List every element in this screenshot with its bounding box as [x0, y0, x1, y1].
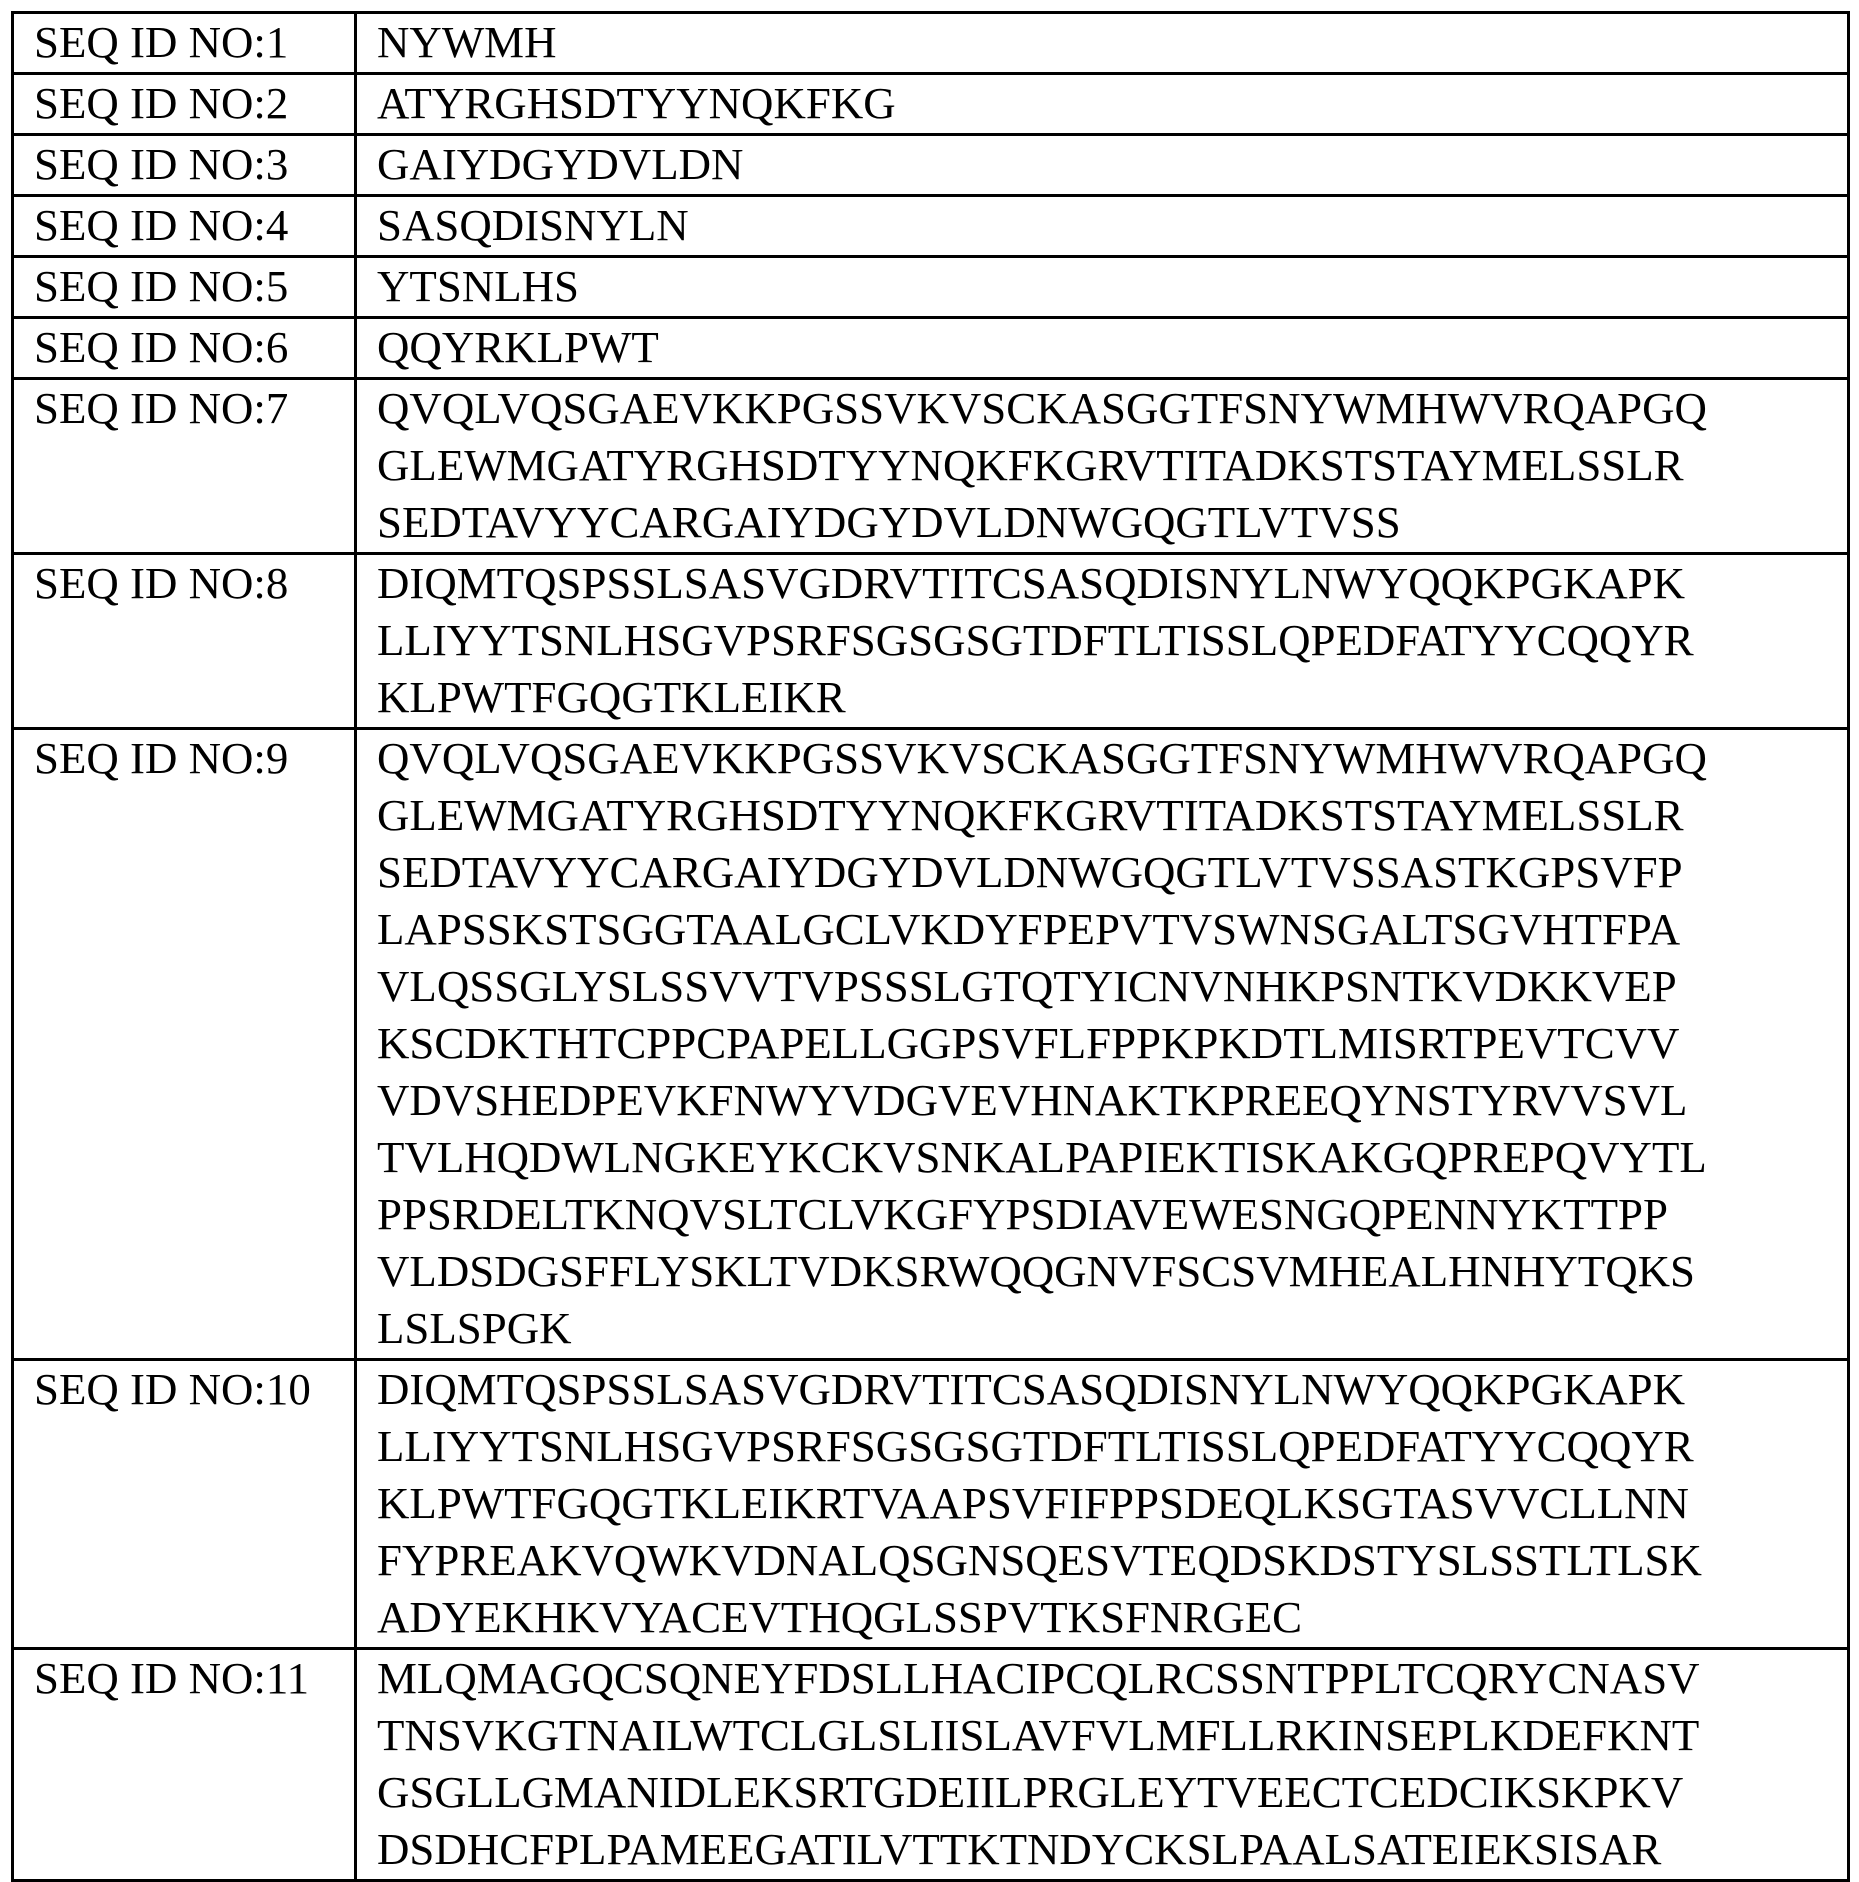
seq-id-label: SEQ ID NO:1 — [34, 14, 360, 71]
sequence-line: GSGLLGMANIDLEKSRTGDEIILPRGLEYTVEECTCEDCIKSKPKV — [377, 1764, 1859, 1821]
sequence-line: TNSVKGTNAILWTCLGLSLIISLAVFVLMFLLRKINSEPLKDEFKNT — [377, 1707, 1859, 1764]
seq-id-label: SEQ ID NO:4 — [34, 197, 360, 254]
sequence-line: QVQLVQSGAEVKKPGSSVKVSCKASGGTFSNYWMHWVRQAPGQ — [377, 730, 1859, 787]
sequence-cell — [356, 135, 1849, 196]
seq-id-label: SEQ ID NO:10 — [34, 1361, 360, 1418]
seq-id-label: SEQ ID NO:8 — [34, 555, 360, 612]
sequence-table-body — [13, 13, 1849, 1881]
seq-id-cell — [13, 196, 356, 257]
seq-id-label: SEQ ID NO:7 — [34, 380, 360, 437]
sequence-cell — [356, 729, 1849, 1360]
seq-id-label: SEQ ID NO:11 — [34, 1650, 360, 1707]
sequence-row — [13, 74, 1849, 135]
sequence-line: KSCDKTHTCPPCPAPELLGGPSVFLFPPKPKDTLMISRTPEVTCVV — [377, 1015, 1859, 1072]
sequence-line: ATYRGHSDTYYNQKFKG — [377, 75, 1859, 132]
sequence-row — [13, 318, 1849, 379]
sequence-line: LAPSSKSTSGGTAALGCLVKDYFPEPVTVSWNSGALTSGVHTFPA — [377, 901, 1859, 958]
sequence-row — [13, 196, 1849, 257]
seq-id-cell — [13, 74, 356, 135]
seq-id-label: SEQ ID NO:3 — [34, 136, 360, 193]
seq-id-label: SEQ ID NO:9 — [34, 730, 360, 787]
seq-id-cell — [13, 257, 356, 318]
sequence-line: QVQLVQSGAEVKKPGSSVKVSCKASGGTFSNYWMHWVRQAPGQ — [377, 380, 1859, 437]
sequence-line: GAIYDGYDVLDN — [377, 136, 1859, 193]
sequence-row — [13, 1649, 1849, 1881]
seq-id-cell — [13, 1649, 356, 1881]
sequence-line: MLQMAGQCSQNEYFDSLLHACIPCQLRCSSNTPPLTCQRYCNASV — [377, 1650, 1859, 1707]
sequence-line: SEDTAVYYCARGAIYDGYDVLDNWGQGTLVTVSS — [377, 494, 1859, 551]
sequence-row — [13, 13, 1849, 74]
sequence-line: VLDSDGSFFLYSKLTVDKSRWQQGNVFSCSVMHEALHNHYTQKS — [377, 1243, 1859, 1300]
sequence-cell — [356, 257, 1849, 318]
sequence-line: PPSRDELTKNQVSLTCLVKGFYPSDIAVEWESNGQPENNYKTTPP — [377, 1186, 1859, 1243]
sequence-line: VLQSSGLYSLSSVVTVPSSSLGTQTYICNVNHKPSNTKVDKKVEP — [377, 958, 1859, 1015]
sequence-line: FYPREAKVQWKVDNALQSGNSQESVTEQDSKDSTYSLSSTLTLSK — [377, 1532, 1859, 1589]
sequence-cell — [356, 13, 1849, 74]
seq-id-label: SEQ ID NO:6 — [34, 319, 360, 376]
sequence-line: DSDHCFPLPAMEEGATILVTTKTNDYCKSLPAALSATEIEKSISAR — [377, 1821, 1859, 1878]
seq-id-cell — [13, 13, 356, 74]
sequence-line: TVLHQDWLNGKEYKCKVSNKALPAPIEKTISKAKGQPREPQVYTL — [377, 1129, 1859, 1186]
sequence-cell — [356, 379, 1849, 554]
seq-id-label: SEQ ID NO:5 — [34, 258, 360, 315]
sequence-line: GLEWMGATYRGHSDTYYNQKFKGRVTITADKSTSTAYMELSSLR — [377, 787, 1859, 844]
sequence-line: LLIYYTSNLHSGVPSRFSGSGSGTDFTLTISSLQPEDFATYYCQQYR — [377, 1418, 1859, 1475]
seq-id-cell — [13, 135, 356, 196]
sequence-line: KLPWTFGQGTKLEIKRTVAAPSVFIFPPSDEQLKSGTASVVCLLNN — [377, 1475, 1859, 1532]
sequence-cell — [356, 554, 1849, 729]
seq-id-cell — [13, 379, 356, 554]
sequence-line: SASQDISNYLN — [377, 197, 1859, 254]
sequence-row — [13, 379, 1849, 554]
sequence-row — [13, 257, 1849, 318]
sequence-line: SEDTAVYYCARGAIYDGYDVLDNWGQGTLVTVSSASTKGPSVFP — [377, 844, 1859, 901]
sequence-cell — [356, 1649, 1849, 1881]
sequence-cell — [356, 1360, 1849, 1649]
sequence-row — [13, 554, 1849, 729]
sequence-line: ADYEKHKVYACEVTHQGLSSPVTKSFNRGEC — [377, 1589, 1859, 1646]
seq-id-cell — [13, 729, 356, 1360]
sequence-row — [13, 135, 1849, 196]
sequence-line: DIQMTQSPSSLSASVGDRVTITCSASQDISNYLNWYQQKPGKAPK — [377, 1361, 1859, 1418]
sequence-line: LSLSPGK — [377, 1300, 1859, 1357]
seq-id-cell — [13, 1360, 356, 1649]
seq-id-cell — [13, 318, 356, 379]
sequence-cell — [356, 196, 1849, 257]
sequence-row — [13, 1360, 1849, 1649]
seq-id-cell — [13, 554, 356, 729]
sequence-line: VDVSHEDPEVKFNWYVDGVEVHNAKTKPREEQYNSTYRVVSVL — [377, 1072, 1859, 1129]
sequence-line: LLIYYTSNLHSGVPSRFSGSGSGTDFTLTISSLQPEDFATYYCQQYR — [377, 612, 1859, 669]
sequence-line: DIQMTQSPSSLSASVGDRVTITCSASQDISNYLNWYQQKPGKAPK — [377, 555, 1859, 612]
sequence-cell — [356, 74, 1849, 135]
sequence-line: QQYRKLPWT — [377, 319, 1859, 376]
sequence-line: NYWMH — [377, 14, 1859, 71]
seq-id-label: SEQ ID NO:2 — [34, 75, 360, 132]
sequence-table — [11, 11, 1850, 1882]
sequence-line: KLPWTFGQGTKLEIKR — [377, 669, 1859, 726]
sequence-line: YTSNLHS — [377, 258, 1859, 315]
sequence-row — [13, 729, 1849, 1360]
sequence-cell — [356, 318, 1849, 379]
sequence-line: GLEWMGATYRGHSDTYYNQKFKGRVTITADKSTSTAYMELSSLR — [377, 437, 1859, 494]
